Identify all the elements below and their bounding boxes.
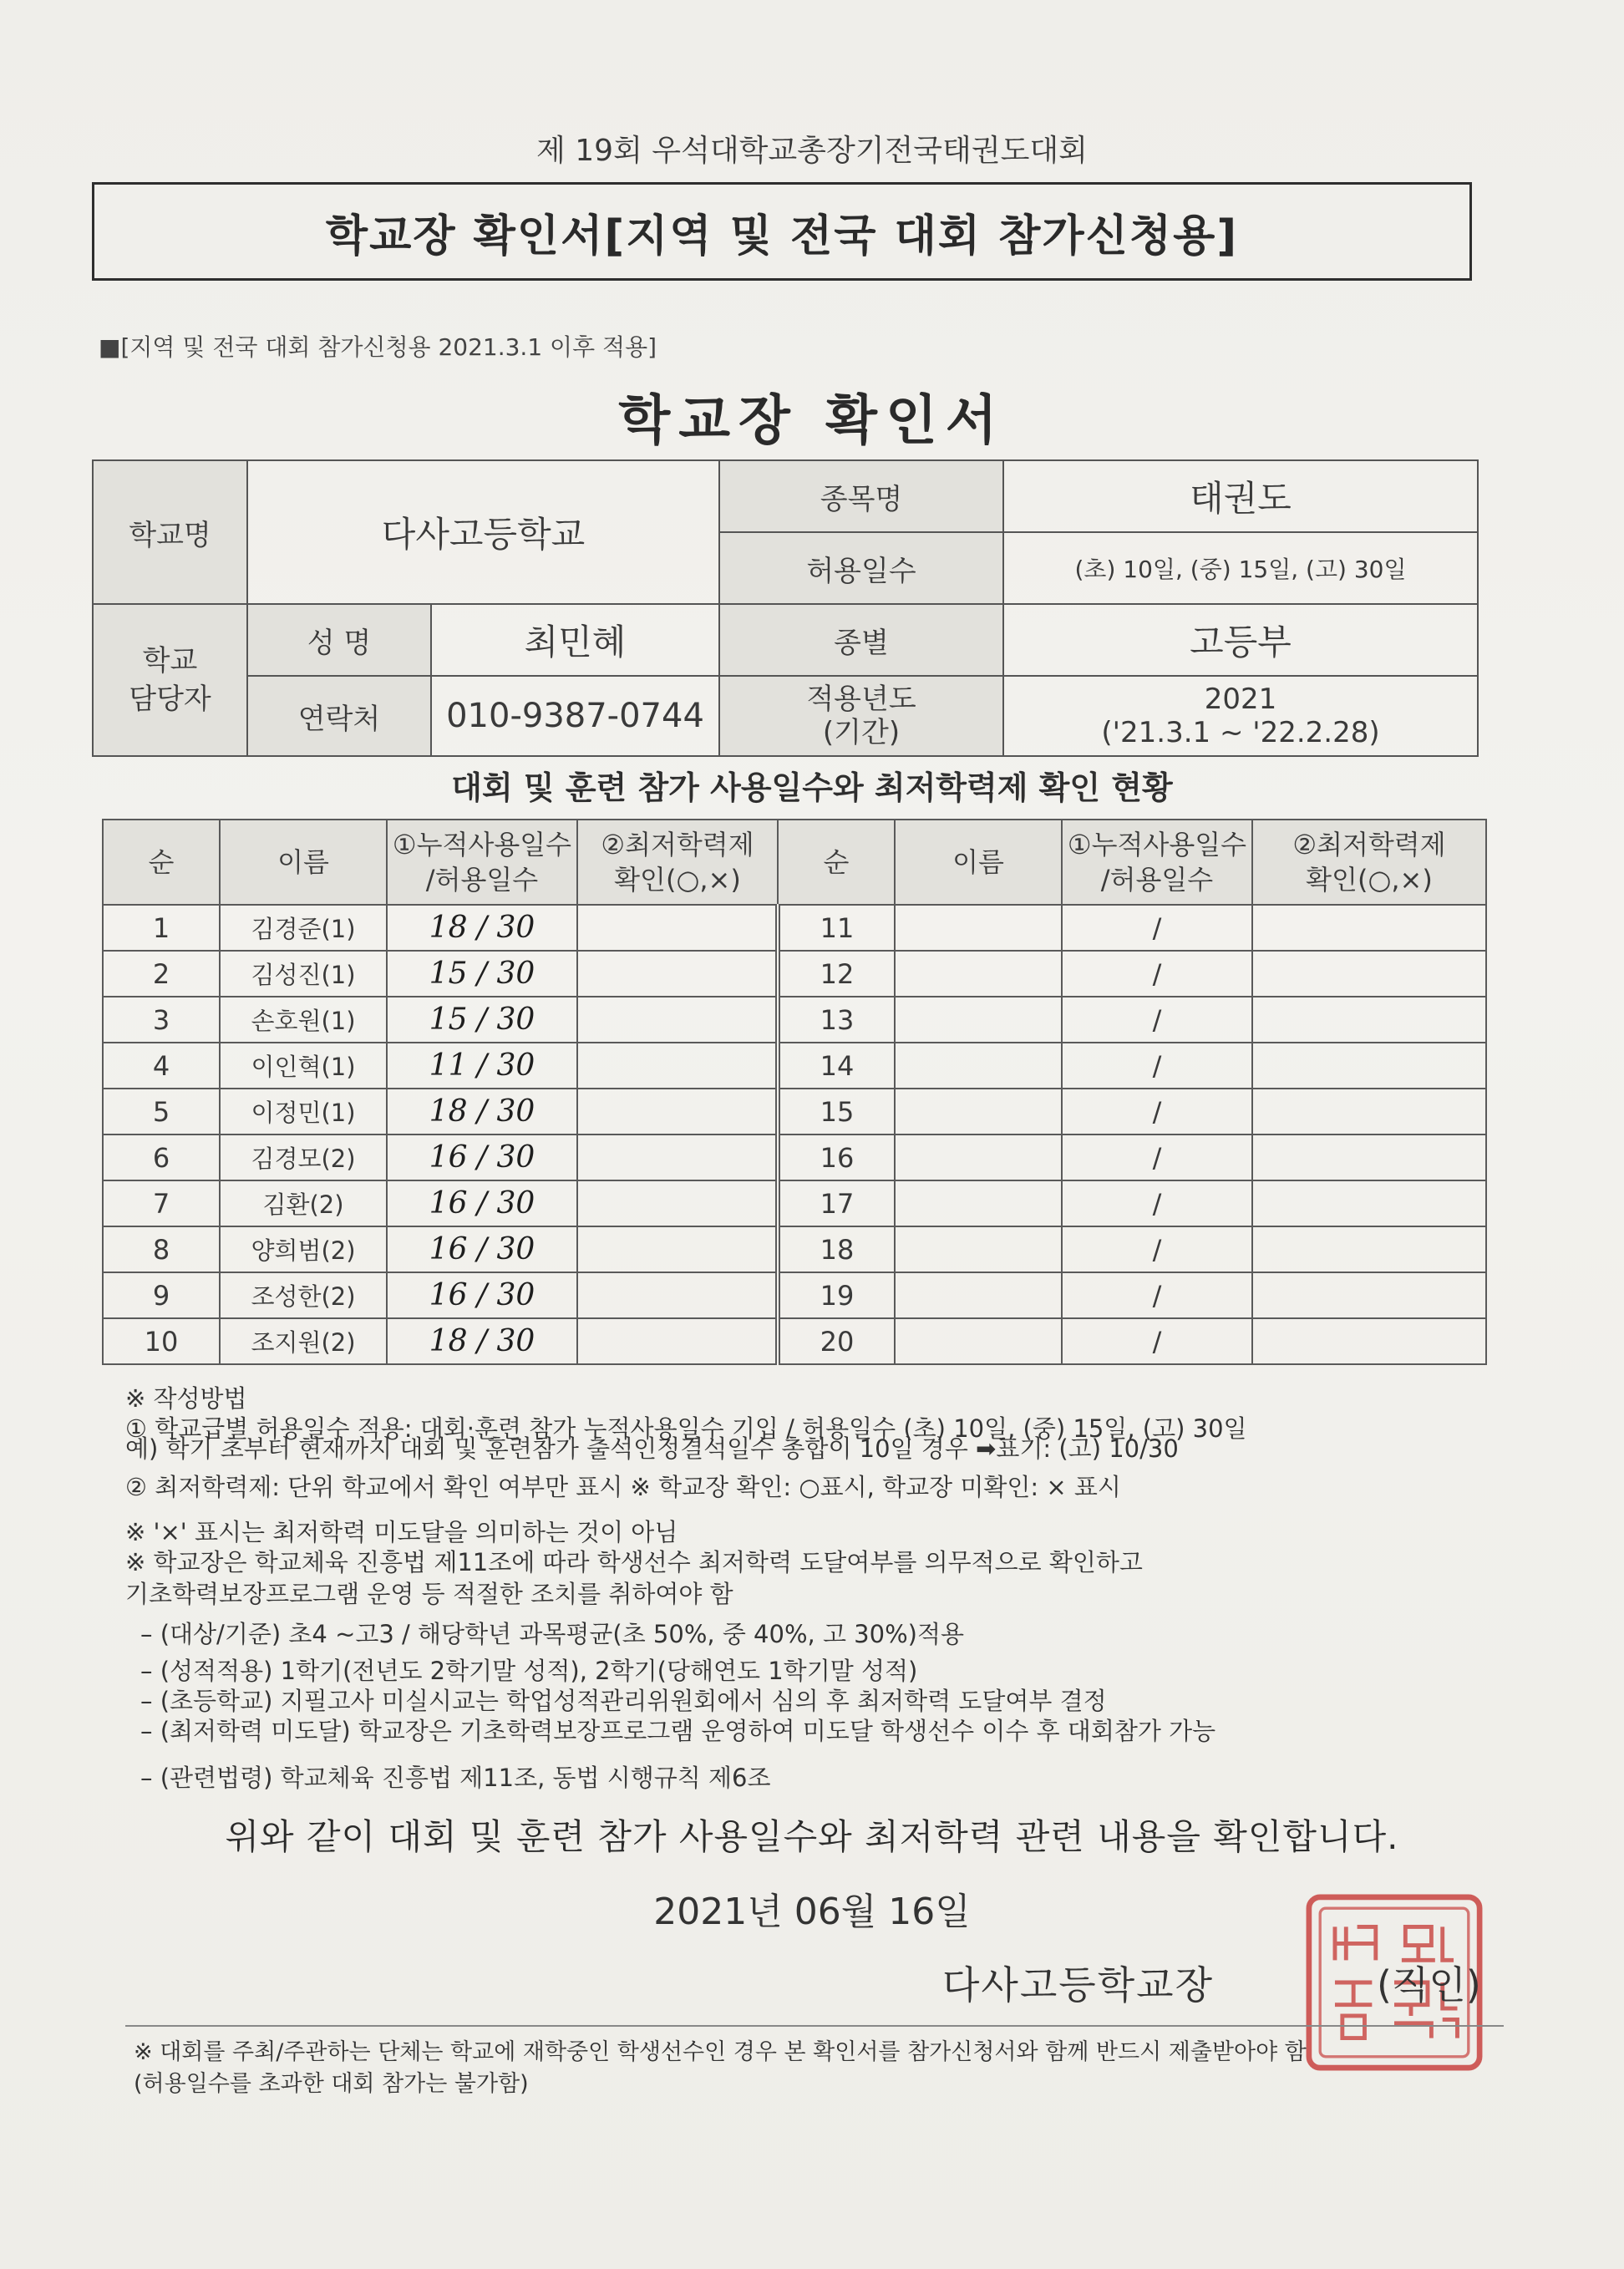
staff-name-label: 성 명 <box>247 604 431 676</box>
cell-no: 13 <box>778 997 895 1043</box>
cell-no: 10 <box>103 1318 220 1364</box>
cell-check <box>1252 1180 1486 1226</box>
table-row <box>103 1318 1486 1364</box>
header-name: 이름 <box>895 820 1062 905</box>
form-title: 학교장 확인서 <box>618 390 1006 452</box>
instruction-line: 기초학력보장프로그램 운영 등 적절한 조치를 취하여야 함 <box>125 1580 733 1608</box>
cell-no: 20 <box>778 1318 895 1364</box>
cell-days: 18 / 30 <box>387 1318 577 1364</box>
instruction-line: ② 최저학력제: 단위 학교에서 확인 여부만 표시 ※ 학교장 확인: ○표시, 학교장 미확인: × 표시 <box>125 1473 1121 1501</box>
cell-days: 16 / 30 <box>387 1134 577 1180</box>
instruction-line: – (관련법령) 학교체육 진흥법 제11조, 동법 시행규칙 제6조 <box>140 1764 771 1792</box>
cell-days: / <box>1062 1134 1252 1180</box>
staff-name-value: 최민혜 <box>431 604 719 676</box>
allowed-days-value: (초) 10일, (중) 15일, (고) 30일 <box>1003 532 1478 604</box>
cell-check <box>577 1043 778 1089</box>
header-days: ①누적사용일수 /허용일수 <box>1062 820 1252 905</box>
cell-days: / <box>1062 1180 1252 1226</box>
cell-name: 김성진(1) <box>220 951 387 997</box>
cell-days: 18 / 30 <box>387 1089 577 1134</box>
instruction-line: ※ '×' 표시는 최저학력 미도달을 의미하는 것이 아님 <box>125 1518 678 1546</box>
instruction-line: 예) 학기 초부터 현재까지 대회 및 훈련참가 출석인정결석일수 총합이 10일 경우 ➡표기: (고) 10/30 <box>125 1434 1179 1463</box>
header-check: ②최저학력제 확인(○,×) <box>577 820 778 905</box>
cell-name: 조지원(2) <box>220 1318 387 1364</box>
cell-no: 18 <box>778 1226 895 1272</box>
table-row <box>103 1180 1486 1226</box>
table-row <box>103 1226 1486 1272</box>
staff-label: 학교 담당자 <box>93 604 247 756</box>
table-row <box>103 905 1486 951</box>
cell-no: 6 <box>103 1134 220 1180</box>
cell-days: 18 / 30 <box>387 905 577 951</box>
form-box-title: 학교장 확인서[지역 및 전국 대회 참가신청용] <box>92 182 1472 281</box>
cell-check <box>1252 1318 1486 1364</box>
cell-no: 14 <box>778 1043 895 1089</box>
cell-no: 11 <box>778 905 895 951</box>
cell-name: 김경모(2) <box>220 1134 387 1180</box>
instruction-line: ※ 학교장은 학교체육 진흥법 제11조에 따라 학생선수 최저학력 도달여부를 의무적으로 확인하고 <box>125 1548 1143 1576</box>
cell-check <box>1252 951 1486 997</box>
event-title: 제 19회 우석대학교총장기전국태권도대회 <box>536 134 1088 168</box>
footnote-divider <box>125 2025 1504 2027</box>
cell-name: 이정민(1) <box>220 1089 387 1134</box>
header-name: 이름 <box>220 820 387 905</box>
cell-no: 7 <box>103 1180 220 1226</box>
cell-check <box>1252 1226 1486 1272</box>
table-row <box>103 951 1486 997</box>
cell-check <box>1252 1089 1486 1134</box>
cell-name: 이인혁(1) <box>220 1043 387 1089</box>
division-value: 고등부 <box>1003 604 1478 676</box>
header-check: ②최저학력제 확인(○,×) <box>1252 820 1486 905</box>
cell-name <box>895 1272 1062 1318</box>
instruction-line: – (초등학교) 지필고사 미실시교는 학업성적관리위원회에서 심의 후 최저학력 도달여부 결정 <box>140 1687 1107 1715</box>
cell-days: 11 / 30 <box>387 1043 577 1089</box>
cell-days: 15 / 30 <box>387 997 577 1043</box>
cell-name <box>895 1180 1062 1226</box>
cell-name: 양희범(2) <box>220 1226 387 1272</box>
cell-days: / <box>1062 1089 1252 1134</box>
cell-check <box>577 1180 778 1226</box>
cell-name: 김환(2) <box>220 1180 387 1226</box>
cell-days: / <box>1062 1272 1252 1318</box>
instruction-line: ※ 작성방법 <box>125 1384 247 1413</box>
cell-name <box>895 1043 1062 1089</box>
cell-days: / <box>1062 951 1252 997</box>
header-no: 순 <box>778 820 895 905</box>
info-table <box>92 459 1479 757</box>
contact-value: 010-9387-0744 <box>431 676 719 756</box>
year-label: 적용년도 (기간) <box>719 676 1003 756</box>
cell-no: 1 <box>103 905 220 951</box>
cell-days: / <box>1062 997 1252 1043</box>
cell-no: 4 <box>103 1043 220 1089</box>
cell-check <box>577 1134 778 1180</box>
cell-no: 5 <box>103 1089 220 1134</box>
seal-placeholder: (직인) <box>1377 1962 1481 2008</box>
cell-check <box>577 997 778 1043</box>
instruction-line: – (대상/기준) 초4 ~고3 / 해당학년 과목평균(초 50%, 중 40%, 고 30%)적용 <box>140 1620 964 1648</box>
cell-name <box>895 951 1062 997</box>
header-no: 순 <box>103 820 220 905</box>
cell-days: / <box>1062 1043 1252 1089</box>
cell-check <box>577 1226 778 1272</box>
cell-no: 3 <box>103 997 220 1043</box>
cell-name <box>895 997 1062 1043</box>
cell-check <box>577 1089 778 1134</box>
cell-no: 19 <box>778 1272 895 1318</box>
notice-text: ■[지역 및 전국 대회 참가신청용 2021.3.1 이후 적용] <box>99 333 657 361</box>
cell-name <box>895 1318 1062 1364</box>
instruction-line: – (성적적용) 1학기(전년도 2학기말 성적), 2학기(당해연도 1학기말 성적) <box>140 1657 918 1685</box>
cell-name <box>895 905 1062 951</box>
roster-table <box>102 819 1487 1365</box>
issue-date: 2021년 06월 16일 <box>653 1891 971 1933</box>
cell-no: 15 <box>778 1089 895 1134</box>
footnote: ※ 대회를 주최/주관하는 단체는 학교에 재학중인 학생선수인 경우 본 확인서를 참가신청서와 함께 반드시 제출받아야 함 (허용일수를 초과한 대회 참가는 불가함) <box>134 2039 1307 2097</box>
cell-check <box>1252 1043 1486 1089</box>
cell-no: 8 <box>103 1226 220 1272</box>
header-days: ①누적사용일수 /허용일수 <box>387 820 577 905</box>
cell-check <box>577 951 778 997</box>
cell-no: 2 <box>103 951 220 997</box>
cell-check <box>1252 997 1486 1043</box>
table-row <box>103 1272 1486 1318</box>
cell-check <box>1252 905 1486 951</box>
school-value: 다사고등학교 <box>247 460 719 604</box>
allowed-days-label: 허용일수 <box>719 532 1003 604</box>
cell-check <box>577 1272 778 1318</box>
contact-label: 연락처 <box>247 676 431 756</box>
table-row <box>103 997 1486 1043</box>
school-label: 학교명 <box>93 460 247 604</box>
cell-name <box>895 1089 1062 1134</box>
year-value: 2021 ('21.3.1 ~ '22.2.28) <box>1003 676 1478 756</box>
event-value: 태권도 <box>1003 460 1478 532</box>
cell-check <box>1252 1134 1486 1180</box>
table-row <box>103 1089 1486 1134</box>
event-label: 종목명 <box>719 460 1003 532</box>
cell-days: / <box>1062 905 1252 951</box>
principal-title: 다사고등학교장 <box>942 1962 1215 2008</box>
cell-no: 12 <box>778 951 895 997</box>
table-row <box>103 1134 1486 1180</box>
cell-days: 15 / 30 <box>387 951 577 997</box>
cell-name <box>895 1134 1062 1180</box>
cell-days: 16 / 30 <box>387 1180 577 1226</box>
table-row <box>103 1043 1486 1089</box>
cell-check <box>1252 1272 1486 1318</box>
instruction-line: – (최저학력 미도달) 학교장은 기초학력보장프로그램 운영하여 미도달 학생선수 이수 후 대회참가 가능 <box>140 1717 1216 1745</box>
division-label: 종별 <box>719 604 1003 676</box>
cell-no: 9 <box>103 1272 220 1318</box>
cell-days: 16 / 30 <box>387 1226 577 1272</box>
cell-days: / <box>1062 1226 1252 1272</box>
cell-no: 16 <box>778 1134 895 1180</box>
cell-name: 김경준(1) <box>220 905 387 951</box>
cell-days: / <box>1062 1318 1252 1364</box>
cell-no: 17 <box>778 1180 895 1226</box>
status-section-title: 대회 및 훈련 참가 사용일수와 최저학력제 확인 현황 <box>451 769 1173 806</box>
cell-name: 조성한(2) <box>220 1272 387 1318</box>
cell-name <box>895 1226 1062 1272</box>
cell-check <box>577 905 778 951</box>
cell-name: 손호원(1) <box>220 997 387 1043</box>
instruction-line: ① 학교급별 허용일수 적용: 대회·훈련 참가 누적사용일수 기입 / 허용일수 (초) 10일, (중) 15일, (고) 30일 <box>125 1414 1247 1443</box>
confirmation-statement: 위와 같이 대회 및 훈련 참가 사용일수와 최저학력 관련 내용을 확인합니다. <box>225 1816 1399 1857</box>
cell-days: 16 / 30 <box>387 1272 577 1318</box>
cell-check <box>577 1318 778 1364</box>
